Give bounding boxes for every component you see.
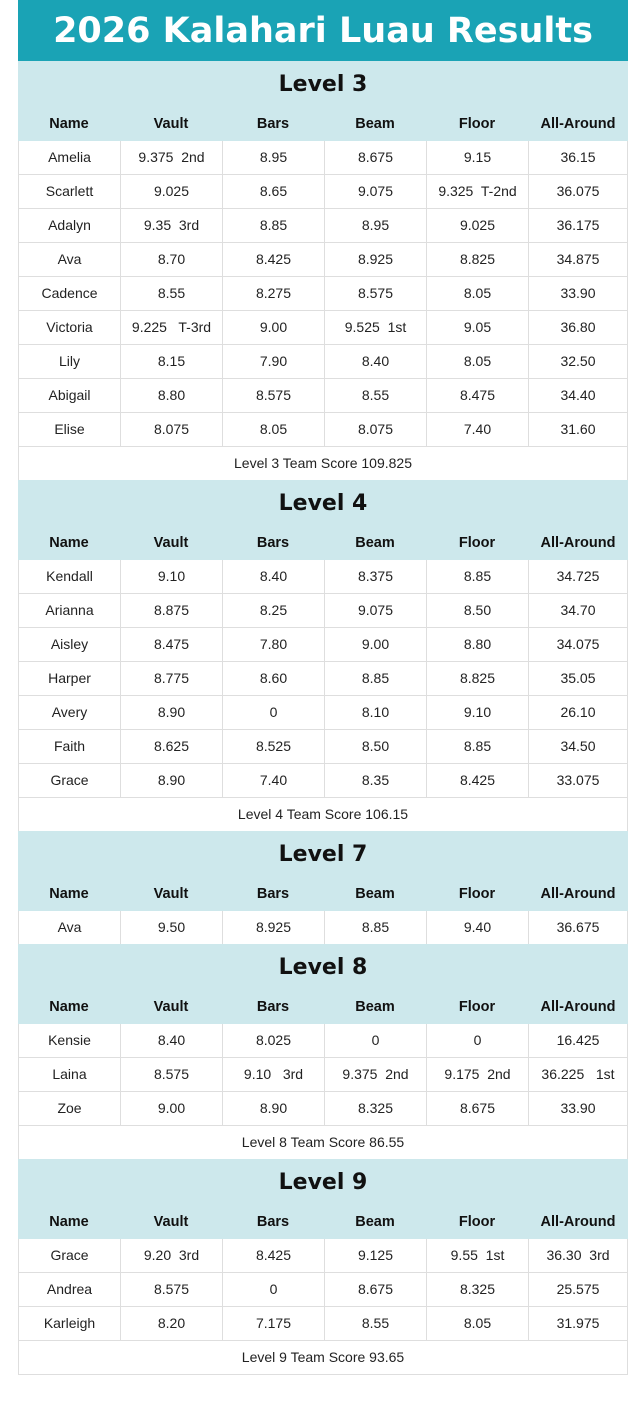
table-header [18, 1205, 628, 1239]
level-title: Level 4 [18, 480, 628, 526]
cell-all-around: 33.90 [528, 1092, 628, 1126]
column-header-all-around: All-Around [540, 999, 616, 1015]
cell-vault: 8.55 [120, 277, 222, 311]
level-title: Level 7 [18, 831, 628, 877]
column-header-all-around: All-Around [540, 1214, 616, 1230]
table-row [18, 1239, 628, 1273]
cell-beam: 8.10 [324, 696, 426, 730]
cell-floor: 9.10 [426, 696, 528, 730]
cell-floor: 9.55 1st [426, 1239, 528, 1273]
cell-bars: 0 [222, 1273, 324, 1307]
column-header-vault: Vault [153, 116, 189, 132]
cell-all-around: 36.80 [528, 311, 628, 345]
cell-bars: 8.95 [222, 141, 324, 175]
cell-beam: 8.85 [324, 911, 426, 945]
cell-beam: 8.55 [324, 1307, 426, 1341]
cell-bars: 9.00 [222, 311, 324, 345]
column-header-bars: Bars [256, 886, 290, 902]
column-header-floor: Floor [458, 999, 496, 1015]
cell-name: Kensie [18, 1024, 120, 1058]
cell-beam: 8.325 [324, 1092, 426, 1126]
column-header-all-around: All-Around [540, 535, 616, 551]
cell-vault: 8.775 [120, 662, 222, 696]
cell-vault: 8.625 [120, 730, 222, 764]
table-row [18, 277, 628, 311]
table-row [18, 1024, 628, 1058]
cell-floor: 8.825 [426, 243, 528, 277]
level-title: Level 3 [18, 61, 628, 107]
table-row [18, 311, 628, 345]
table-row [18, 730, 628, 764]
table-row [18, 413, 628, 447]
cell-floor: 9.15 [426, 141, 528, 175]
cell-vault: 8.075 [120, 413, 222, 447]
cell-vault: 9.20 3rd [120, 1239, 222, 1273]
cell-beam: 8.85 [324, 662, 426, 696]
cell-vault: 9.00 [120, 1092, 222, 1126]
cell-name: Arianna [18, 594, 120, 628]
cell-all-around: 26.10 [528, 696, 628, 730]
level-section [18, 480, 628, 832]
cell-bars: 8.425 [222, 1239, 324, 1273]
cell-bars: 8.575 [222, 379, 324, 413]
column-header-floor: Floor [458, 1214, 496, 1230]
table-header [18, 877, 628, 911]
table-row [18, 379, 628, 413]
cell-floor: 9.05 [426, 311, 528, 345]
table-row [18, 764, 628, 798]
cell-beam: 8.075 [324, 413, 426, 447]
team-score: Level 9 Team Score 93.65 [18, 1341, 628, 1375]
column-header-floor: Floor [458, 535, 496, 551]
cell-all-around: 34.075 [528, 628, 628, 662]
cell-vault: 9.50 [120, 911, 222, 945]
column-header-vault: Vault [153, 535, 189, 551]
cell-beam: 9.525 1st [324, 311, 426, 345]
cell-name: Abigail [18, 379, 120, 413]
cell-beam: 8.575 [324, 277, 426, 311]
cell-beam: 9.375 2nd [324, 1058, 426, 1092]
cell-all-around: 25.575 [528, 1273, 628, 1307]
level-title: Level 9 [18, 1159, 628, 1205]
team-score: Level 3 Team Score 109.825 [18, 447, 628, 481]
column-header-name: Name [49, 999, 89, 1015]
cell-name: Grace [18, 1239, 120, 1273]
cell-name: Harper [18, 662, 120, 696]
cell-vault: 8.20 [120, 1307, 222, 1341]
cell-bars: 8.65 [222, 175, 324, 209]
cell-beam: 9.075 [324, 594, 426, 628]
cell-bars: 8.925 [222, 911, 324, 945]
cell-bars: 7.175 [222, 1307, 324, 1341]
team-score: Level 4 Team Score 106.15 [18, 798, 628, 832]
cell-vault: 9.35 3rd [120, 209, 222, 243]
cell-name: Grace [18, 764, 120, 798]
cell-beam: 0 [324, 1024, 426, 1058]
cell-vault: 8.875 [120, 594, 222, 628]
cell-beam: 8.50 [324, 730, 426, 764]
table-row [18, 243, 628, 277]
cell-all-around: 31.60 [528, 413, 628, 447]
cell-bars: 7.80 [222, 628, 324, 662]
column-header-floor: Floor [458, 886, 496, 902]
table-row [18, 594, 628, 628]
cell-floor: 8.85 [426, 560, 528, 594]
table-row [18, 560, 628, 594]
cell-name: Andrea [18, 1273, 120, 1307]
column-header-bars: Bars [256, 116, 290, 132]
cell-bars: 0 [222, 696, 324, 730]
cell-all-around: 35.05 [528, 662, 628, 696]
table-row [18, 175, 628, 209]
cell-floor: 9.325 T-2nd [426, 175, 528, 209]
cell-all-around: 32.50 [528, 345, 628, 379]
column-header-name: Name [49, 116, 89, 132]
cell-floor: 8.675 [426, 1092, 528, 1126]
table-row [18, 911, 628, 945]
cell-beam: 9.125 [324, 1239, 426, 1273]
column-header-beam: Beam [355, 535, 395, 551]
cell-floor: 8.325 [426, 1273, 528, 1307]
cell-name: Laina [18, 1058, 120, 1092]
column-header-floor: Floor [458, 116, 496, 132]
cell-name: Amelia [18, 141, 120, 175]
cell-beam: 8.375 [324, 560, 426, 594]
cell-beam: 8.40 [324, 345, 426, 379]
cell-beam: 8.675 [324, 141, 426, 175]
cell-all-around: 34.50 [528, 730, 628, 764]
cell-all-around: 16.425 [528, 1024, 628, 1058]
column-header-vault: Vault [153, 886, 189, 902]
cell-vault: 8.575 [120, 1273, 222, 1307]
level-section [18, 61, 628, 481]
cell-name: Victoria [18, 311, 120, 345]
cell-vault: 8.575 [120, 1058, 222, 1092]
cell-name: Elise [18, 413, 120, 447]
table-row [18, 1058, 628, 1092]
cell-name: Lily [18, 345, 120, 379]
cell-all-around: 33.90 [528, 277, 628, 311]
cell-all-around: 36.225 1st [528, 1058, 628, 1092]
cell-name: Ava [18, 243, 120, 277]
page-title: 2026 Kalahari Luau Results [18, 0, 628, 61]
cell-vault: 8.40 [120, 1024, 222, 1058]
cell-name: Scarlett [18, 175, 120, 209]
cell-beam: 8.925 [324, 243, 426, 277]
cell-beam: 8.675 [324, 1273, 426, 1307]
cell-beam: 9.075 [324, 175, 426, 209]
cell-vault: 8.90 [120, 764, 222, 798]
table-row [18, 662, 628, 696]
table-row [18, 141, 628, 175]
table-row [18, 1307, 628, 1341]
cell-vault: 8.80 [120, 379, 222, 413]
column-header-beam: Beam [355, 999, 395, 1015]
cell-vault: 8.475 [120, 628, 222, 662]
table-header [18, 990, 628, 1024]
cell-all-around: 34.70 [528, 594, 628, 628]
level-title: Level 8 [18, 944, 628, 990]
cell-all-around: 36.30 3rd [528, 1239, 628, 1273]
cell-name: Adalyn [18, 209, 120, 243]
cell-all-around: 31.975 [528, 1307, 628, 1341]
column-header-bars: Bars [256, 1214, 290, 1230]
column-header-vault: Vault [153, 1214, 189, 1230]
column-header-vault: Vault [153, 999, 189, 1015]
cell-bars: 7.90 [222, 345, 324, 379]
column-header-beam: Beam [355, 886, 395, 902]
cell-all-around: 34.725 [528, 560, 628, 594]
cell-beam: 8.55 [324, 379, 426, 413]
cell-name: Ava [18, 911, 120, 945]
cell-all-around: 36.15 [528, 141, 628, 175]
cell-floor: 9.40 [426, 911, 528, 945]
cell-vault: 8.15 [120, 345, 222, 379]
cell-bars: 8.425 [222, 243, 324, 277]
cell-floor: 8.05 [426, 277, 528, 311]
table-header [18, 526, 628, 560]
cell-floor: 0 [426, 1024, 528, 1058]
team-score: Level 8 Team Score 86.55 [18, 1126, 628, 1160]
column-header-bars: Bars [256, 535, 290, 551]
cell-vault: 9.225 T-3rd [120, 311, 222, 345]
cell-floor: 8.05 [426, 1307, 528, 1341]
cell-name: Zoe [18, 1092, 120, 1126]
table-row [18, 345, 628, 379]
cell-beam: 9.00 [324, 628, 426, 662]
level-section [18, 1159, 628, 1375]
cell-floor: 8.50 [426, 594, 528, 628]
column-header-name: Name [49, 1214, 89, 1230]
cell-floor: 8.05 [426, 345, 528, 379]
cell-all-around: 36.675 [528, 911, 628, 945]
cell-bars: 8.60 [222, 662, 324, 696]
table-header [18, 107, 628, 141]
column-header-all-around: All-Around [540, 116, 616, 132]
cell-name: Kendall [18, 560, 120, 594]
column-header-name: Name [49, 886, 89, 902]
table-row [18, 1092, 628, 1126]
column-header-name: Name [49, 535, 89, 551]
cell-floor: 8.80 [426, 628, 528, 662]
cell-vault: 8.70 [120, 243, 222, 277]
cell-bars: 8.85 [222, 209, 324, 243]
cell-beam: 8.95 [324, 209, 426, 243]
cell-bars: 8.05 [222, 413, 324, 447]
column-header-beam: Beam [355, 1214, 395, 1230]
table-row [18, 1273, 628, 1307]
cell-floor: 8.825 [426, 662, 528, 696]
cell-bars: 9.10 3rd [222, 1058, 324, 1092]
table-row [18, 209, 628, 243]
cell-bars: 8.90 [222, 1092, 324, 1126]
cell-vault: 9.025 [120, 175, 222, 209]
column-header-beam: Beam [355, 116, 395, 132]
cell-floor: 9.025 [426, 209, 528, 243]
cell-name: Aisley [18, 628, 120, 662]
cell-bars: 8.40 [222, 560, 324, 594]
cell-all-around: 34.40 [528, 379, 628, 413]
cell-floor: 8.475 [426, 379, 528, 413]
level-section [18, 831, 628, 945]
cell-floor: 8.425 [426, 764, 528, 798]
cell-all-around: 36.075 [528, 175, 628, 209]
cell-bars: 8.025 [222, 1024, 324, 1058]
cell-all-around: 36.175 [528, 209, 628, 243]
cell-vault: 9.10 [120, 560, 222, 594]
table-row [18, 696, 628, 730]
cell-all-around: 33.075 [528, 764, 628, 798]
cell-floor: 7.40 [426, 413, 528, 447]
cell-bars: 8.275 [222, 277, 324, 311]
cell-vault: 8.90 [120, 696, 222, 730]
cell-name: Avery [18, 696, 120, 730]
column-header-all-around: All-Around [540, 886, 616, 902]
cell-beam: 8.35 [324, 764, 426, 798]
cell-name: Cadence [18, 277, 120, 311]
column-header-bars: Bars [256, 999, 290, 1015]
cell-bars: 8.25 [222, 594, 324, 628]
cell-name: Faith [18, 730, 120, 764]
cell-floor: 8.85 [426, 730, 528, 764]
cell-name: Karleigh [18, 1307, 120, 1341]
cell-bars: 8.525 [222, 730, 324, 764]
cell-bars: 7.40 [222, 764, 324, 798]
table-row [18, 628, 628, 662]
level-section [18, 944, 628, 1160]
cell-floor: 9.175 2nd [426, 1058, 528, 1092]
cell-all-around: 34.875 [528, 243, 628, 277]
cell-vault: 9.375 2nd [120, 141, 222, 175]
